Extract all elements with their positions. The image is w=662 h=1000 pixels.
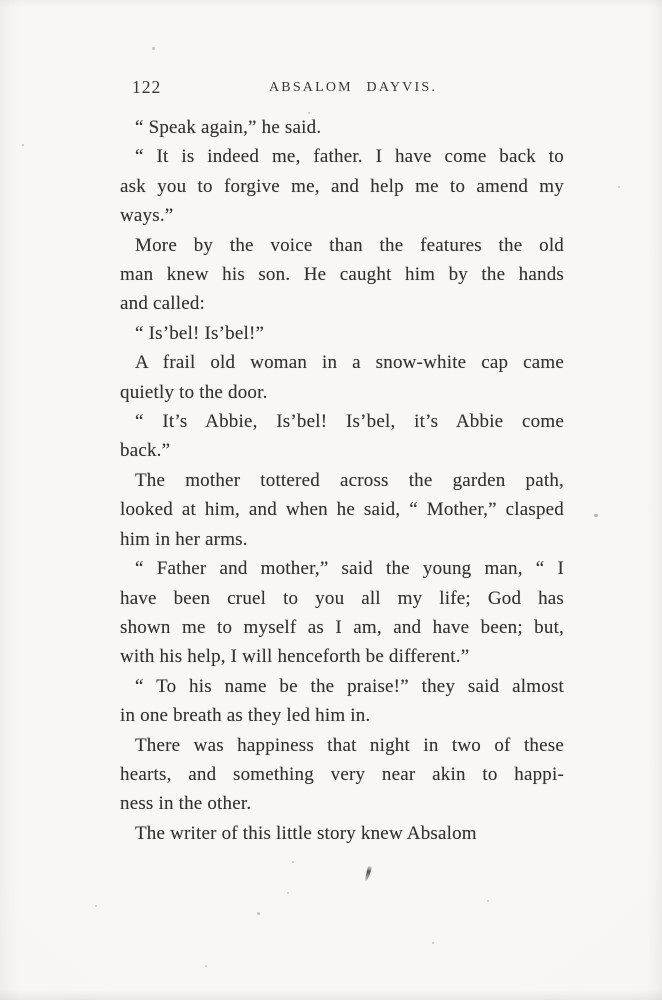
scan-speck — [618, 186, 620, 188]
scan-speck — [292, 861, 294, 863]
text-line: ness in the other. — [120, 793, 252, 815]
running-title: ABSALOM DAYVIS. — [268, 80, 438, 95]
scan-speck — [594, 514, 598, 517]
text-line: quietly to the door. — [120, 381, 268, 403]
text-line: and called: — [120, 293, 206, 315]
text-line: ways.” — [120, 205, 174, 227]
scan-speck — [22, 144, 24, 146]
text-line: The writer of this little story knew Absalom — [135, 822, 477, 844]
ink-stroke-artifact — [364, 866, 372, 882]
text-line: back.” — [120, 440, 171, 462]
scan-speck — [205, 965, 207, 967]
text-line: “ Is’bel! Is’bel!” — [135, 322, 265, 344]
scan-speck — [152, 47, 155, 50]
text-line: looked at him, and when he said, “ Mother,” clasped — [120, 499, 564, 521]
text-line: More by the voice than the features the old — [135, 234, 564, 256]
text-line: The mother tottered across the garden path, — [135, 469, 564, 491]
text-line: him in her arms. — [120, 528, 248, 550]
text-line: man knew his son. He caught him by the hands — [120, 264, 564, 286]
text-line: in one breath as they led him in. — [120, 705, 371, 727]
scan-speck — [487, 900, 489, 902]
text-line: “ Speak again,” he said. — [135, 117, 322, 138]
text-line: “ It’s Abbie, Is’bel! Is’bel, it’s Abbie come — [135, 411, 564, 433]
page-text-block — [120, 113, 564, 848]
text-line: ask you to forgive me, and help me to amend my — [120, 175, 564, 197]
scan-speck — [257, 912, 260, 915]
text-line: A frail old woman in a snow-white cap came — [135, 352, 564, 374]
scan-speck — [287, 892, 289, 894]
scan-speck — [432, 942, 434, 944]
scan-speck — [308, 112, 310, 114]
text-line: shown me to myself as I am, and have been; but, — [120, 616, 564, 638]
text-line: have been cruel to you all my life; God has — [120, 587, 564, 609]
page-number: 122 — [132, 77, 162, 97]
text-line: “ To his name be the praise!” they said almost — [135, 675, 564, 697]
text-line: There was happiness that night in two of these — [135, 734, 564, 756]
text-line: hearts, and something very near akin to happi- — [120, 763, 564, 785]
text-line: “ It is indeed me, father. I have come back to — [135, 146, 564, 168]
scan-speck — [95, 905, 97, 907]
text-line: “ Father and mother,” said the young man, “ I — [135, 558, 564, 580]
text-line: with his help, I will henceforth be different.” — [120, 646, 470, 668]
